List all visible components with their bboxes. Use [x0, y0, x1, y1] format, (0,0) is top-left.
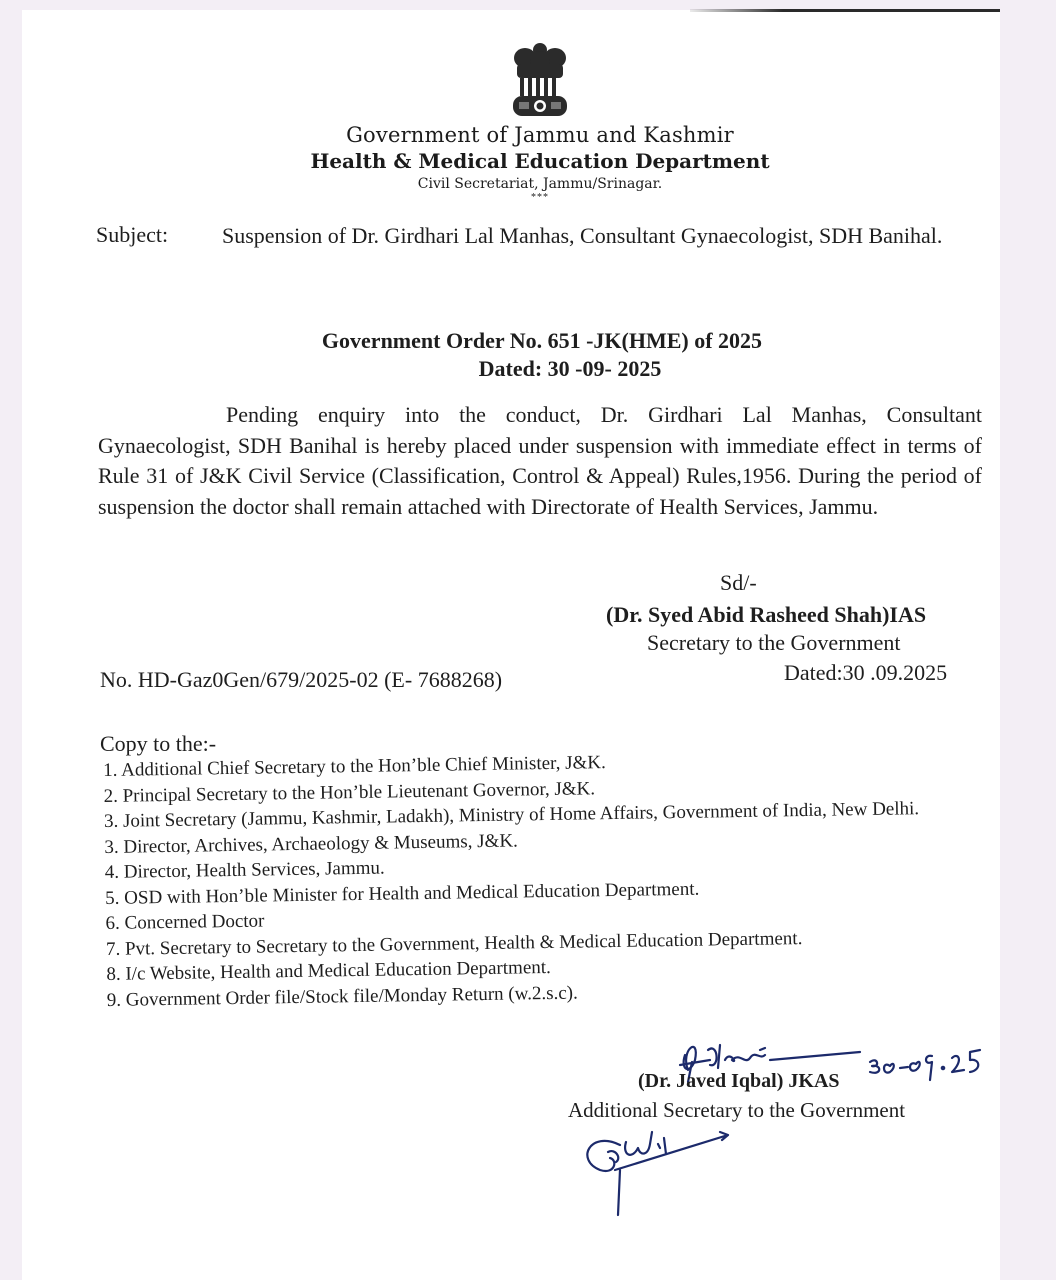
subject-label: Subject: [96, 222, 169, 247]
reference-number: No. HD-Gaz0Gen/679/2025-02 (E- 7688268) [100, 667, 503, 692]
signatory-name: (Dr. Syed Abid Rasheed Shah)IAS [606, 602, 927, 627]
order-number: Government Order No. 651 -JK(HME) of 2025 [321, 328, 763, 353]
second-signatory-title: Additional Secretary to the Government [568, 1098, 906, 1122]
signed-marker: Sd/- [720, 570, 757, 595]
copy-to-list [103, 744, 987, 1013]
copy-to-item: 9. Government Order file/Stock file/Monday Return (w.2.s.c). [106, 982, 578, 1011]
copy-to-item: 7. Pvt. Secretary to Secretary to the Government, Health & Medical Education Department. [105, 927, 803, 960]
order-date: Dated: 30 -09- 2025 [478, 356, 662, 381]
top-rule [690, 9, 1000, 12]
department-address: Civil Secretariat, Jammu/Srinagar. [417, 176, 663, 192]
header-separator: *** [531, 192, 549, 203]
signatory-title: Secretary to the Government [647, 630, 901, 655]
government-name: Government of Jammu and Kashmir [346, 123, 734, 147]
copy-to-item: 3. Joint Secretary (Jammu, Kashmir, Ladakh), Ministry of Home Affairs, Government of India, New Delhi. [103, 798, 920, 832]
second-signatory-name: (Dr. Javed Iqbal) JKAS [638, 1070, 840, 1092]
order-paragraph: Pending enquiry into the conduct, Dr. Girdhari Lal Manhas, Consultant Gynaecologist, SDH Banihal is hereby placed under suspension with immediate effect in terms of Rule 31 of J&K Civil Service (Classification, Control & Appeal) Rules,1956. During the period of suspension the doctor shall remain attached with Directorate of Health Services, Jammu. [98, 402, 982, 519]
copy-to-item: 1. Additional Chief Secretary to the Hon’ble Chief Minister, J&K. [103, 752, 606, 781]
copy-to-item: 3. Director, Archives, Archaeology & Museums, J&K. [104, 829, 518, 858]
reference-date: Dated:30 .09.2025 [784, 660, 948, 685]
copy-to-item: 8. I/c Website, Health and Medical Education Department. [106, 956, 551, 985]
copy-to-item: 2. Principal Secretary to the Hon’ble Lieutenant Governor, J&K. [103, 777, 596, 807]
national-emblem-icon [505, 40, 575, 120]
copy-to-item: 5. OSD with Hon’ble Minister for Health and Medical Education Department. [105, 878, 700, 909]
subject-text: Suspension of Dr. Girdhari Lal Manhas, Consultant Gynaecologist, SDH Banihal. [222, 223, 943, 248]
copy-to-item: 4. Director, Health Services, Jammu. [104, 857, 385, 883]
copy-to-heading: Copy to the:- [100, 731, 217, 756]
department-name: Health & Medical Education Department [310, 149, 770, 173]
copy-to-item: 6. Concerned Doctor [105, 910, 265, 934]
